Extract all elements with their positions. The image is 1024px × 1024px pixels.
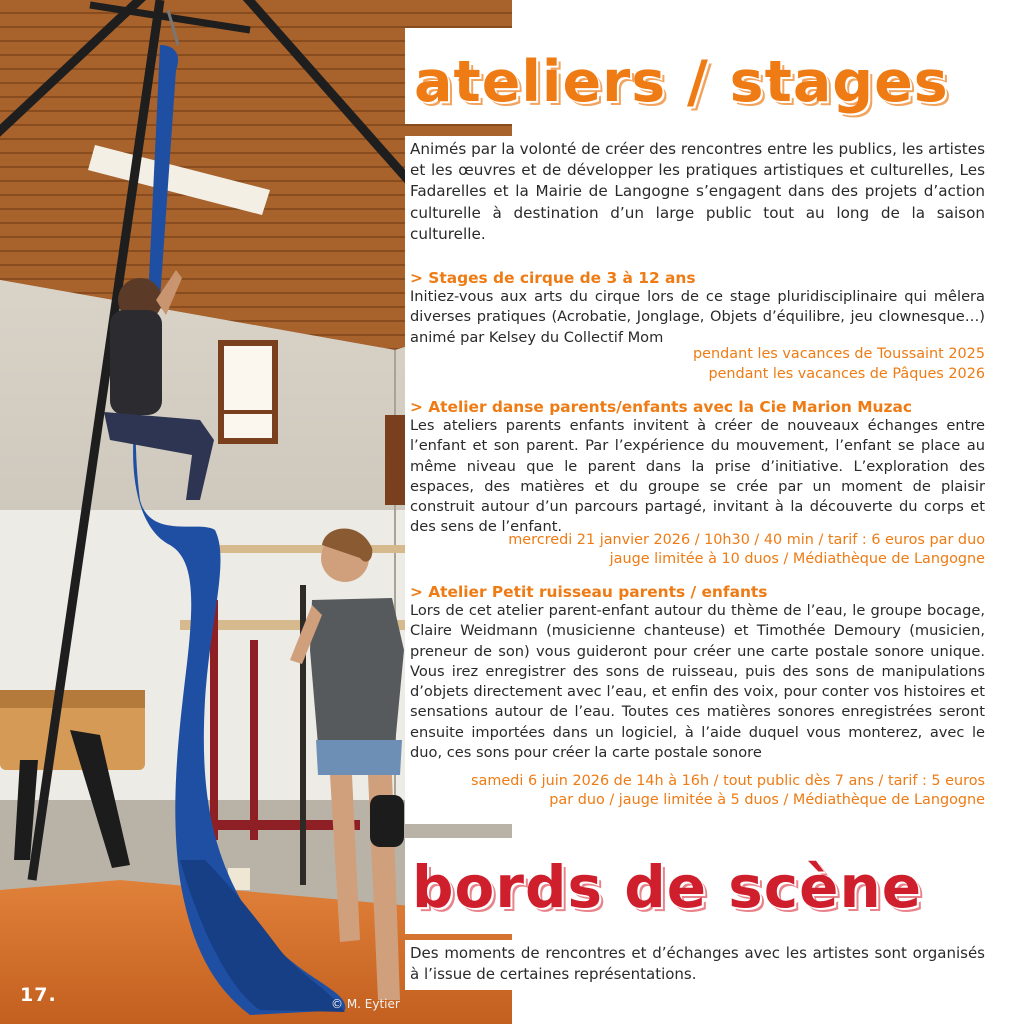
section-info-danse-1: mercredi 21 janvier 2026 / 10h30 / 40 min / tarif : 6 euros par duo bbox=[508, 532, 985, 548]
section-body-ruisseau: Lors de cet atelier parent-enfant autour du thème de l’eau, le groupe bocage, Claire Weidmann (musicienne chanteuse) et Timothée Demoury (musicien, preneur de son) vous guideront pour créer une carte postale sonore unique. Vous irez enregistrer des sons de ruisseau, puis des sons de manipulations d’objets directement avec l’eau, et enfin des voix, pour conter vos histoires et sensations autour de l’eau. Toutes ces matières sonores enregistrées seront ensuite importées dans un logiciel, à l’aide duquel vous monterez, avec le duo, ces sons pour créer la carte postale sonore bbox=[410, 602, 985, 762]
section-heading-cirque: > Stages de cirque de 3 à 12 ans bbox=[410, 269, 696, 287]
section-heading-danse: > Atelier danse parents/enfants avec la Cie Marion Muzac bbox=[410, 398, 912, 416]
section-body-cirque: Initiez-vous aux arts du cirque lors de ce stage pluridisciplinaire qui mêlera diverses pratiques (Acrobatie, Jonglage, Objets d’équilibre, jeu clownesque…) animé par Kelsey du Collectif Mom bbox=[410, 288, 985, 346]
section-info-cirque-1: pendant les vacances de Toussaint 2025 bbox=[693, 346, 985, 362]
section-body-danse: Les ateliers parents enfants invitent à créer de nouveaux échanges entre l’enfant et son parent. Par l’expérience du mouvement, l’enfant se place au même niveau que le parent dans la prise d’initiative. L’exploration des espaces, des matières et du groupe se crée par un moment de plaisir construit autour d’un parcours partagé, invitant à la découverte du corps et des sens de l’enfant. bbox=[410, 417, 985, 536]
page-number: 17. bbox=[20, 984, 57, 1006]
section-info-ruisseau-2: par duo / jauge limitée à 5 duos / Médiathèque de Langogne bbox=[549, 792, 985, 808]
section-info-ruisseau-1: samedi 6 juin 2026 de 14h à 16h / tout public dès 7 ans / tarif : 5 euros bbox=[471, 773, 985, 789]
section-info-cirque-2: pendant les vacances de Pâques 2026 bbox=[708, 366, 985, 382]
ateliers-intro: Animés par la volonté de créer des rencontres entre les publics, les artistes et les œuvres et de développer les pratiques artistiques et culturelles, Les Fadarelles et la Mairie de Langogne s’engagent dans des projets d’action culturelle à destination d’un large public tout au long de la saison culturelle. bbox=[410, 140, 985, 243]
section-heading-ruisseau: > Atelier Petit ruisseau parents / enfants bbox=[410, 583, 768, 601]
bords-de-scene-title: bords de scène bbox=[412, 853, 923, 921]
section-info-danse-2: jauge limitée à 10 duos / Médiathèque de Langogne bbox=[609, 551, 985, 567]
photo-credit: © M. Eytier bbox=[331, 997, 400, 1011]
bords-de-scene-body: Des moments de rencontres et d’échanges avec les artistes sont organisés à l’issue de certaines représentations. bbox=[410, 944, 985, 983]
ateliers-stages-title: ateliers / stages bbox=[414, 49, 949, 115]
